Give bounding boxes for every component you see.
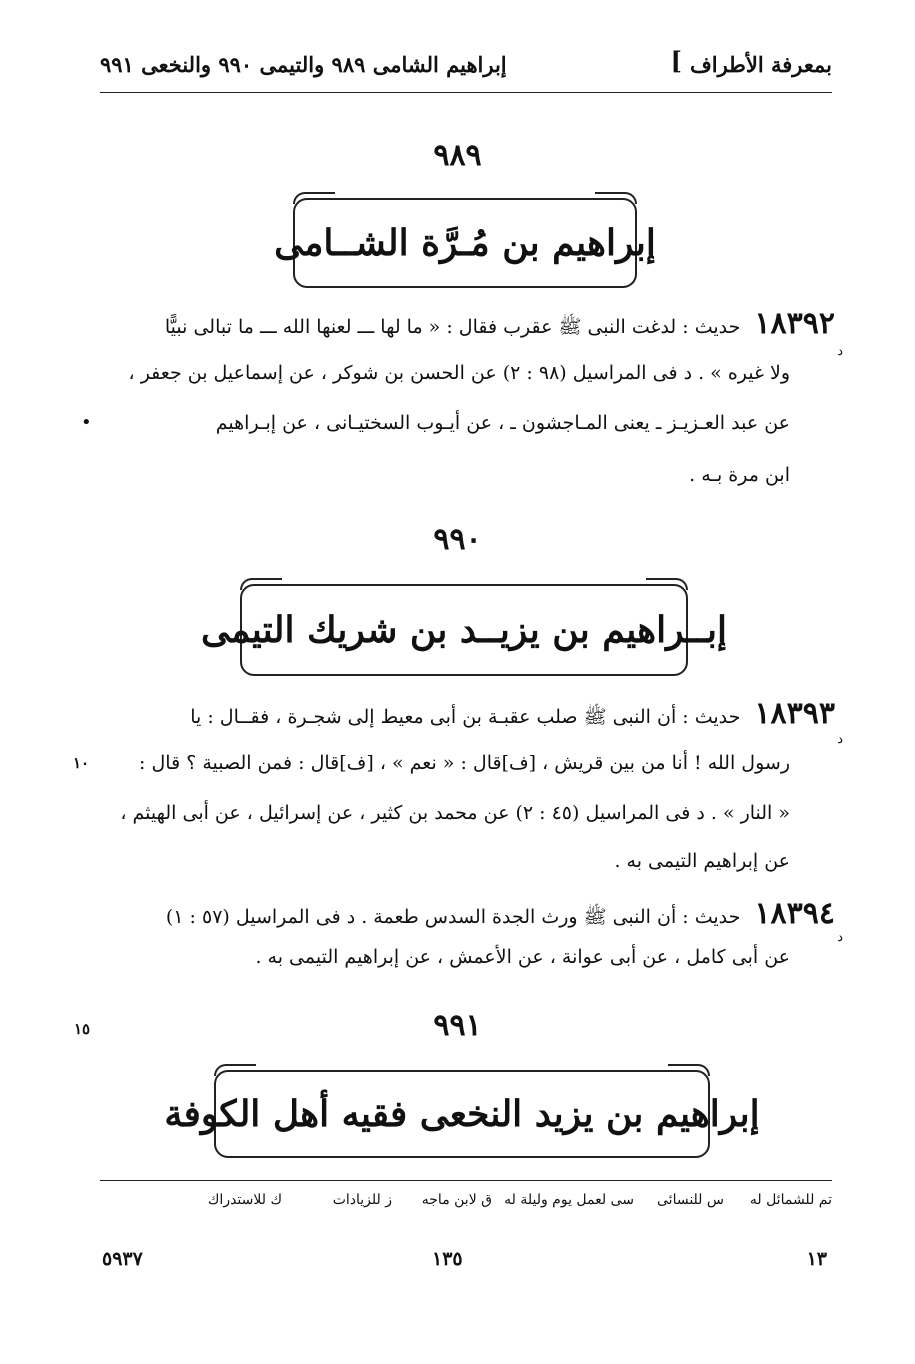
entry-number: ١٨٣٩٤ [754,896,835,931]
running-header [100,40,832,93]
section-title-box [164,1070,760,1158]
page-number-center: ١٣٥ [432,1248,463,1270]
hadith-entry [81,300,843,500]
bullet: • [81,412,92,433]
source-marker: د [837,344,843,359]
entry-first-line [190,696,835,733]
abbreviation-legend [100,1192,832,1216]
entry-text: حديث : أن النبى ﷺ ورث الجدة السدس طعمة . د فى المراسيل (٥٧ : ١) [165,906,741,928]
legend-item: تم للشمائل له [749,1192,832,1208]
section-number: ٩٩١ [433,1008,482,1043]
entry-line: عن أبى كامل ، عن أبى عوانة ، عن الأعمش ، عن إبراهيم التيمى به . [255,946,790,968]
section-number: ٩٩٠ [433,522,482,557]
legend-item: ق لابن ماجه [421,1192,492,1208]
entry-text: حديث : أن النبى ﷺ صلب عقبـة بن أبى معيط إلى شجـرة ، فقــال : يا [190,706,741,728]
section-title-box [200,584,728,676]
entry-line: « النار » . د فى المراسيل (٤٥ : ٢) عن محمد بن كثير ، عن إسرائيل ، عن أبى الهيثم ، [120,802,790,824]
legend-item: ز للزيادات [332,1192,392,1208]
hadith-entry [95,890,843,980]
hadith-entry [73,690,843,880]
entry-number: ١٨٣٩٢ [754,306,835,341]
entry-number: ١٨٣٩٣ [754,696,835,731]
entry-text: حديث : لدغت النبى ﷺ عقرب فقال : « ما لها ـــ لعنها الله ـــ ما تبالى نبيًّا [164,316,741,338]
page-number: ١٣ [806,1248,827,1270]
section-number: ٩٨٩ [433,138,482,173]
entry-line: ابن مرة بـه . [689,464,790,486]
legend-item: س للنسائى [657,1192,724,1208]
entry-first-line [166,896,835,933]
entry-line: ولا غيره » . د فى المراسيل (٩٨ : ٢) عن الحسن بن شوكر ، عن إسماعيل بن جعفر ، [128,362,790,384]
section-title: إبراهيم بن يزيد النخعى فقيه أهل الكوفة [164,1093,760,1135]
header-title: بمعرفة الأطراف [689,52,832,77]
header-bracket: ] [670,46,682,75]
source-marker: د [837,930,843,945]
source-marker: د [837,732,843,747]
section-title: إبراهيم بن مُـرَّة الشــامى [274,222,656,264]
entry-line: عن عبد العـزيـز ـ يعنى المـاجشون ـ ، عن أيـوب السختيـانى ، عن إبـراهيم [215,412,790,434]
section-title: إبــراهيم بن يزيــد بن شريك التيمى [200,609,728,651]
header-names: إبراهيم الشامى ٩٨٩ والتيمى ٩٩٠ والنخعى ٩٩١ [100,52,507,77]
margin-line-number: ١٠ [73,754,90,772]
margin-line-number: ١٥ [74,1020,91,1038]
legend-item: ك للاستدراك [207,1192,282,1208]
footnote-rule [100,1180,832,1181]
entry-first-line [165,306,835,343]
entry-line: عن إبراهيم التيمى به . [614,850,790,872]
section-title-box [274,198,656,288]
page-number-left: ٥٩٣٧ [102,1248,143,1270]
entry-line: رسول الله ! أنا من بين قريش ، [ف]قال : « نعم » ، [ف]قال : فمن الصبية ؟ قال : [139,752,790,774]
legend-item: سى لعمل يوم وليلة له [504,1192,634,1208]
